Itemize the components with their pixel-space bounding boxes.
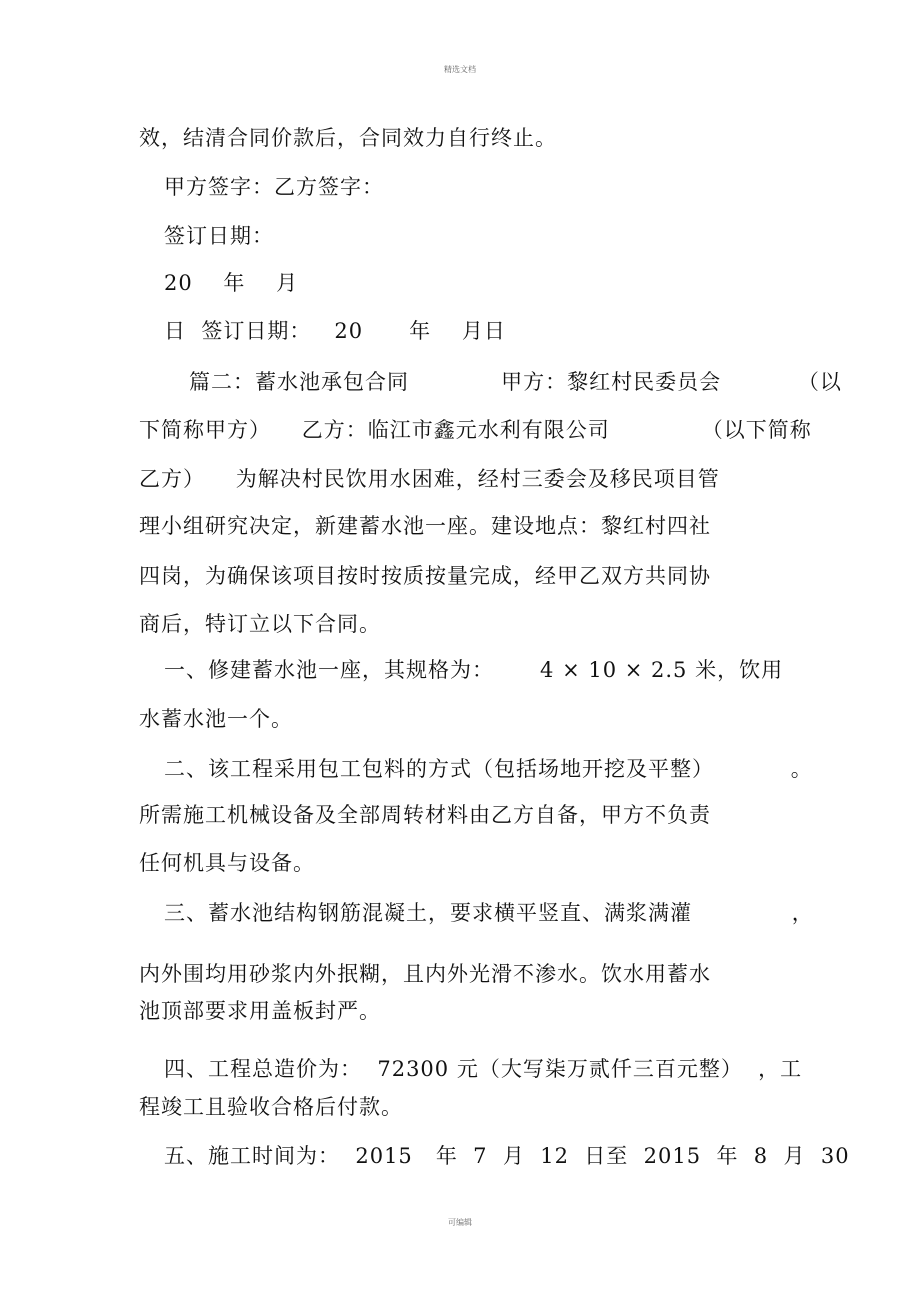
- text-line-5: 日 签订日期： 20 年 月日: [164, 319, 506, 343]
- text-line-15: 所需施工机械设备及全部周转材料由乙方自备，甲方不负责: [139, 803, 711, 827]
- text-line-18: 内外围均用砂浆内外抿糊，且内外光滑不渗水。饮水用蓄水: [139, 962, 711, 986]
- text-line-7: 下简称甲方） 乙方：临江市鑫元水利有限公司 （以下简称: [139, 418, 812, 442]
- text-line-9: 理小组研究决定，新建蓄水池一座。建设地点：黎红村四社: [139, 514, 711, 538]
- text-line-17: 三、蓄水池结构钢筋混凝土，要求横平竖直、满浆满灌 ，: [164, 901, 814, 925]
- text-line-14: 二、该工程采用包工包料的方式（包括场地开挖及平整） 。: [164, 757, 813, 781]
- text-line-21: 程竣工且验收合格后付款。: [139, 1095, 403, 1119]
- text-line-12: 一、修建蓄水池一座，其规格为： 4 × 10 × 2.5 米，饮用: [164, 658, 784, 682]
- text-line-1: 效，结清合同价款后，合同效力自行终止。: [139, 126, 557, 150]
- text-line-3: 签订日期：: [164, 224, 274, 248]
- text-line-16: 任何机具与设备。: [139, 851, 315, 875]
- text-line-13: 水蓄水池一个。: [139, 707, 293, 731]
- text-line-2: 甲方签字：乙方签字：: [164, 175, 384, 199]
- text-line-11: 商后，特订立以下合同。: [139, 612, 381, 636]
- text-line-19: 池顶部要求用盖板封严。: [139, 999, 381, 1023]
- page-footer: 可编辑: [448, 1218, 472, 1227]
- text-line-8: 乙方） 为解决村民饮用水困难，经村三委会及移民项目管: [139, 467, 720, 491]
- text-line-22: 五、施工时间为： 2015 年 7 月 12 日至 2015 年 8 月 30: [164, 1144, 850, 1168]
- text-line-6: 篇二：蓄水池承包合同 甲方：黎红村民委员会 （以: [189, 370, 842, 394]
- text-line-4: 20 年 月: [164, 271, 299, 295]
- page-header: 精选文档: [444, 65, 476, 74]
- text-line-10: 四岗，为确保该项目按时按质按量完成，经甲乙双方共同协: [139, 564, 711, 588]
- text-line-20: 四、工程总造价为： 72300 元（大写柒万贰仟三百元整） ，工: [164, 1057, 803, 1081]
